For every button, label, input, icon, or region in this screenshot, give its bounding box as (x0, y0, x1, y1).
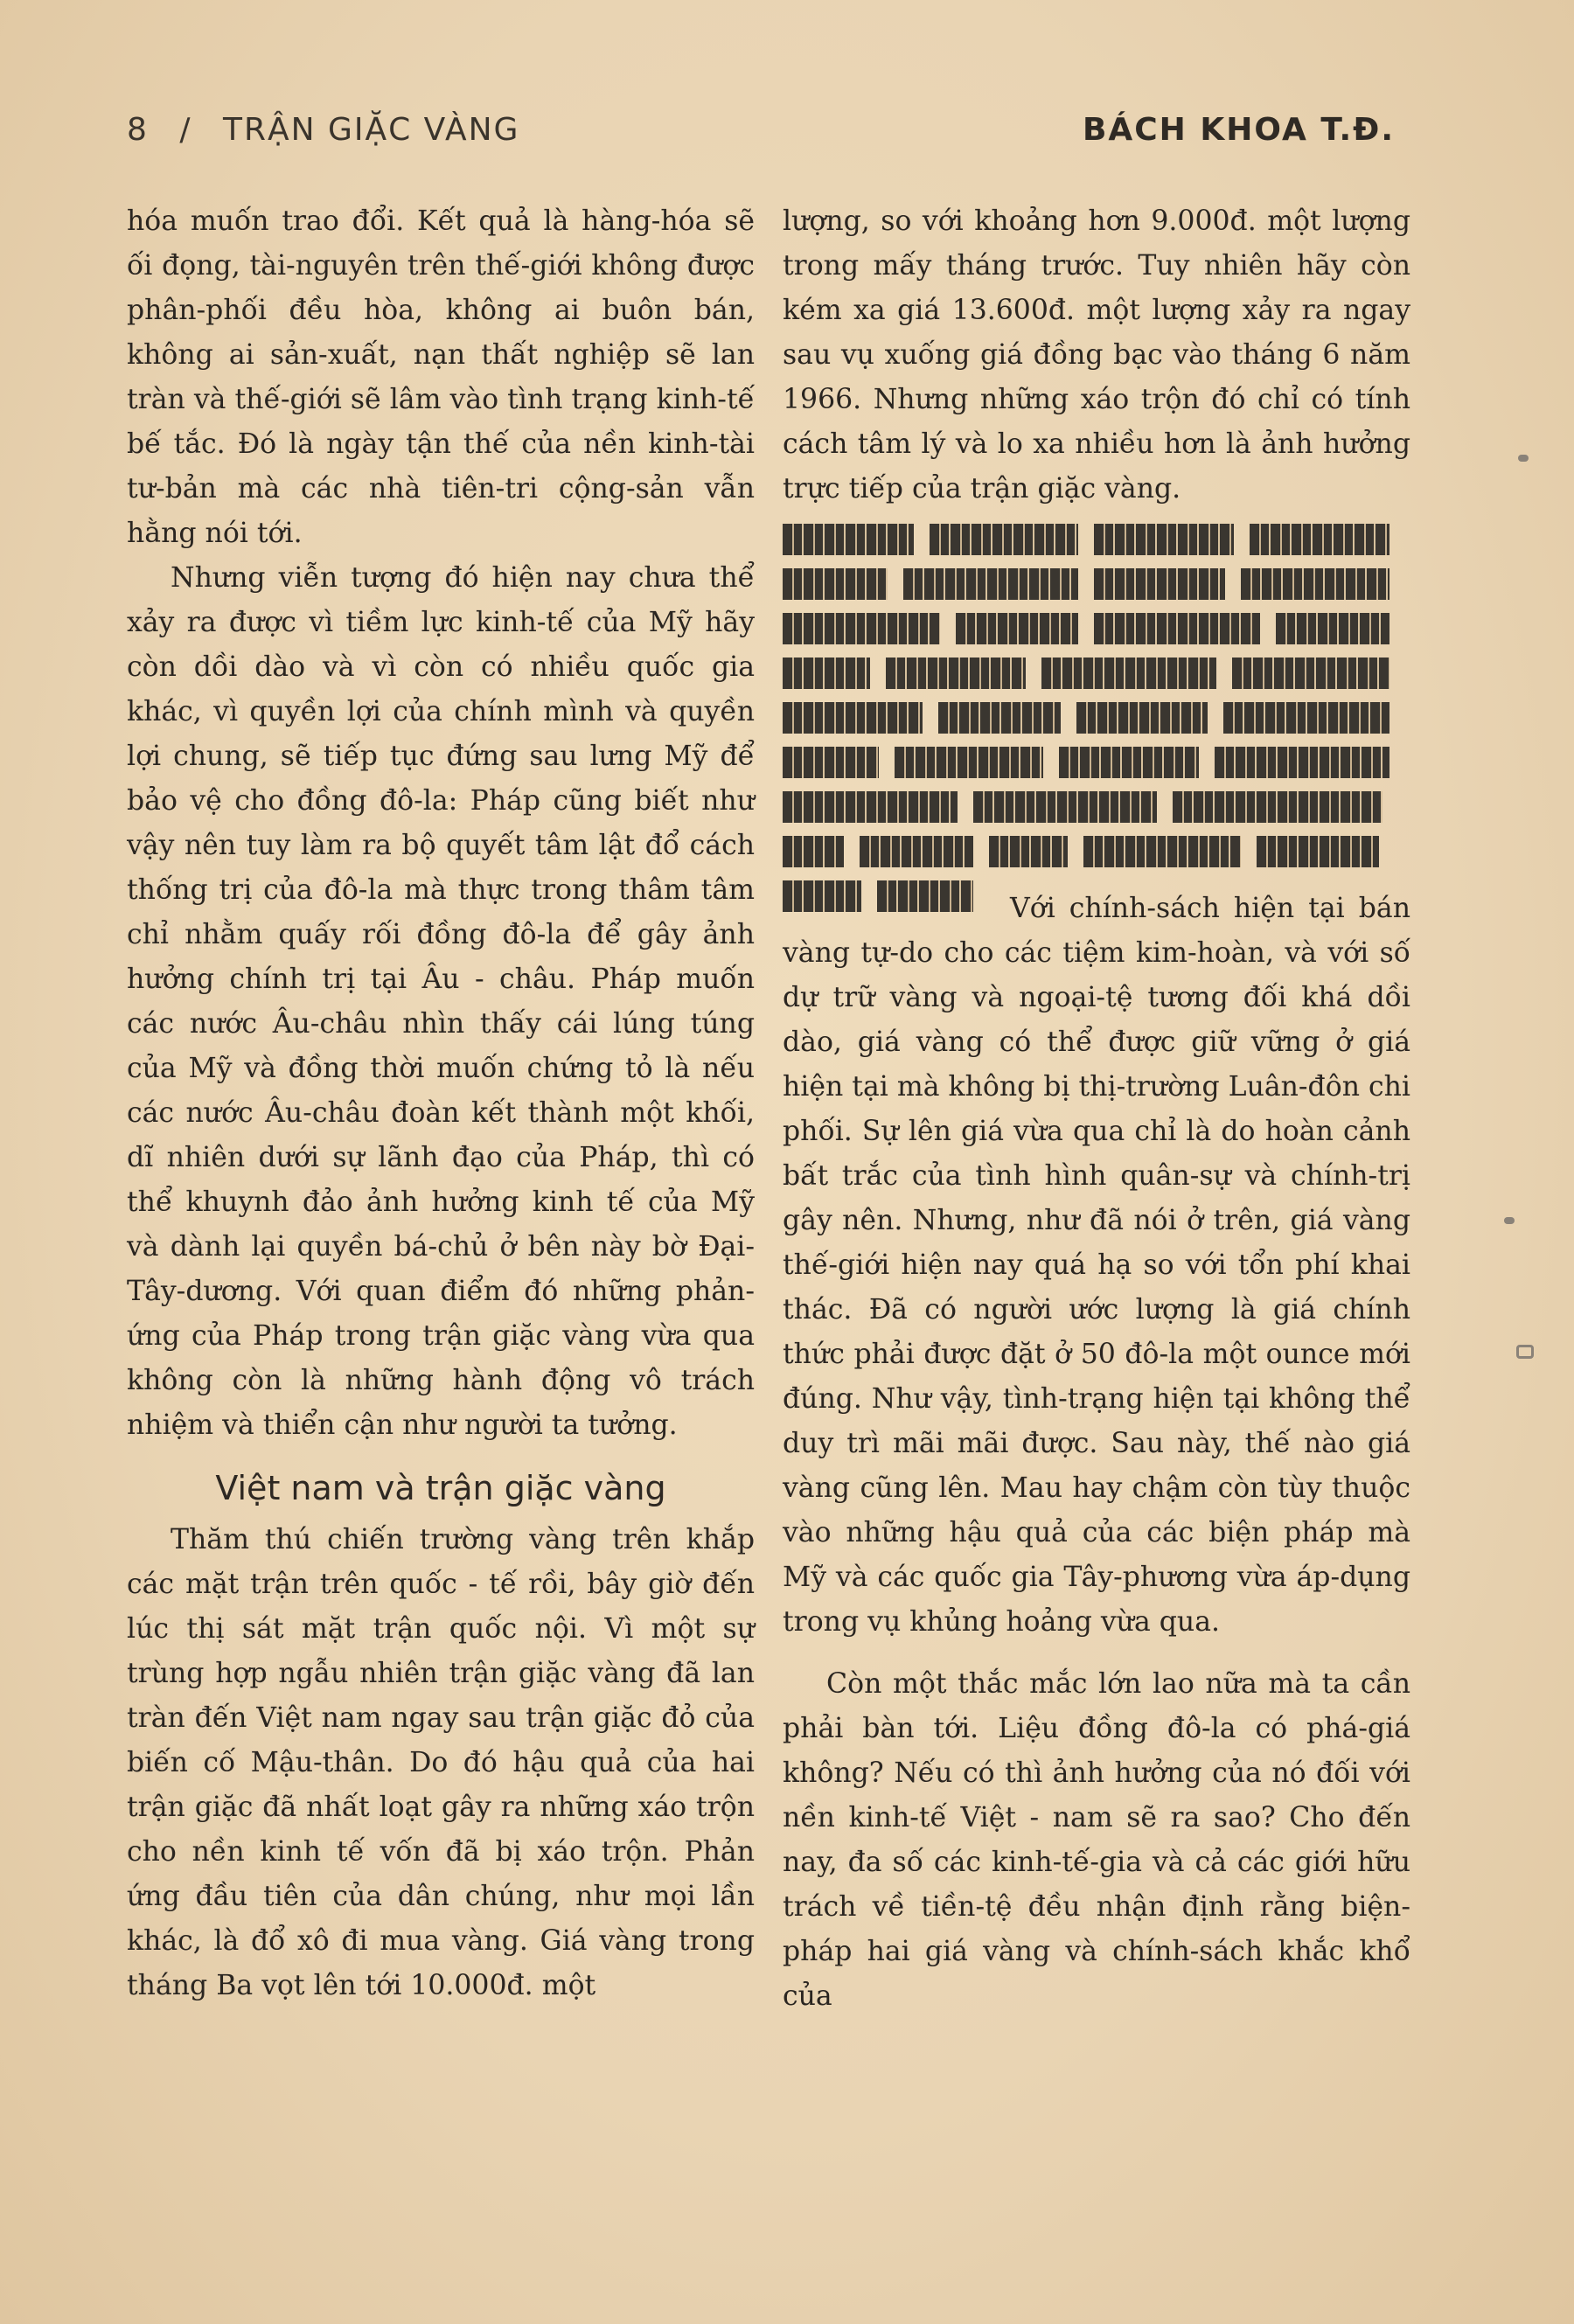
censor-bar (1083, 836, 1241, 867)
magazine-name: BÁCH KHOA T.Đ. (1082, 112, 1395, 148)
left-paragraph-3: Thăm thú chiến trường vàng trên khắp các mặt trận trên quốc - tế rồi, bây giờ đến lúc thị sát mặt trận quốc nội. Vì một sự trùng hợp ngẫu nhiên trận giặc vàng đã lan tràn đến Việt nam ngay sau trận giặc đỏ của biến cố Mậu-thân. Do đó hậu quả của hai trận giặc đã nhất loạt gây ra những xáo trộn cho nền kinh tế vốn đã bị xáo trộn. Phản ứng đầu tiên của dân chúng, như mọi lần khác, là đổ xô đi mua vàng. Giá vàng trong tháng Ba vọt lên tới 10.000đ. một (127, 1524, 755, 2001)
censor-bar (783, 568, 888, 600)
right-paragraph-2: Còn một thắc mắc lớn lao nữa mà ta cần phải bàn tới. Liệu đồng đô-la có phá-giá không? Nếu có thì ảnh hưởng của nó đối với nền kinh-tế Việt - nam sẽ ra sao? Cho đến nay, đa số các kinh-tế-gia và cả các giới hữu trách về tiền-tệ đều nhận định rằng biện-pháp hai giá vàng và chính-sách khắc khổ của (783, 1667, 1410, 2012)
censor-bar-row (783, 695, 1410, 740)
censor-bar (956, 613, 1078, 644)
page-number: 8 (127, 112, 149, 148)
page-header (127, 112, 1395, 164)
censor-bar (903, 568, 1078, 600)
censor-bar (973, 791, 1157, 823)
right-paragraph-1b: Với chính-sách hiện tại bán vàng tự-do cho các tiệm kim-hoàn, và với số dự trữ vàng và ngoại-tệ tương đối khá dồi dào, giá vàng có thể được giữ vững ở giá hiện tại mà không bị thị-trường Luân-đôn chi phối. Sự lên giá vừa qua chỉ là do hoàn cảnh bất trắc của tình hình quân-sự và chính-trị gây nên. Nhưng, như đã nói ở trên, giá vàng thế-giới hiện nay quá hạ so với tổn phí khai thác. Đã có người ước lượng là giá chính thức phải được đặt ở 50 đô-la một ounce mới đúng. Như vậy, tình-trạng hiện tại không thể duy trì mãi mãi được. Sau này, thế nào giá vàng cũng lên. Mau hay chậm còn tùy thuộc vào những hậu quả của các biện pháp mà Mỹ và các quốc gia Tây-phương vừa áp-dụng trong vụ khủng hoảng vừa qua. (783, 892, 1410, 1638)
censor-bar (886, 658, 1026, 689)
censor-bar (895, 747, 1043, 778)
censor-bar (1215, 747, 1389, 778)
right-paragraph-1: lượng, so với khoảng hơn 9.000đ. một lượng trong mấy tháng trước. Tuy nhiên hãy còn kém xa giá 13.600đ. một lượng xảy ra ngay sau vụ xuống giá đồng bạc vào tháng 6 năm 1966. Nhưng những xáo trộn đó chỉ có tính cách tâm lý và lo xa nhiều hơn là ảnh hưởng trực tiếp của trận giặc vàng. (783, 205, 1410, 504)
edge-mark (1504, 1217, 1515, 1224)
censor-bar (1223, 702, 1389, 734)
censor-bar (783, 702, 923, 734)
censor-bar-row (783, 517, 1410, 561)
censor-bar (1232, 658, 1389, 689)
censor-bar (1094, 568, 1225, 600)
censor-bar (1257, 836, 1379, 867)
censor-bar (930, 524, 1078, 555)
censored-block (783, 517, 1410, 926)
censor-bar-row (783, 784, 1410, 829)
censor-bar (1041, 658, 1216, 689)
censor-bar (860, 836, 973, 867)
censor-bar (1059, 747, 1199, 778)
censor-bar (1076, 702, 1208, 734)
censor-bar (783, 613, 940, 644)
censor-bar (1094, 524, 1234, 555)
edge-mark (1516, 1345, 1534, 1359)
censor-bar (783, 836, 844, 867)
censor-bar-row (783, 829, 1410, 873)
censor-bar (783, 658, 870, 689)
edge-mark (1518, 455, 1529, 462)
right-column (783, 199, 1410, 2019)
article-title: TRẬN GIẶC VÀNG (222, 112, 520, 148)
censor-bar (783, 747, 879, 778)
section-heading: Việt nam và trận giặc vàng (215, 1469, 666, 1507)
censor-bar (877, 880, 973, 912)
header-left (127, 112, 519, 148)
censor-bar-row (783, 740, 1410, 784)
censor-bar-row (783, 651, 1410, 695)
left-column (127, 199, 755, 2008)
censor-bar-row (783, 873, 975, 918)
censor-bar-row (783, 561, 1410, 606)
header-separator: / (179, 112, 192, 148)
censor-bar (1094, 613, 1260, 644)
left-paragraph-2: Nhưng viễn tượng đó hiện nay chưa thể xảy ra được vì tiềm lực kinh-tế của Mỹ hãy còn dồi dào và vì còn có nhiều quốc gia khác, vì quyền lợi của chính mình và quyền lợi chung, sẽ tiếp tục đứng sau lưng Mỹ để bảo vệ cho đồng đô-la: Pháp cũng biết như vậy nên tuy làm ra bộ quyết tâm lật đổ cách thống trị của đô-la mà thực trong thâm tâm chỉ nhằm quấy rối đồng đô-la để gây ảnh hưởng chính trị tại Âu - châu. Pháp muốn các nước Âu-châu nhìn thấy cái lúng túng của Mỹ và đồng thời muốn chứng tỏ là nếu các nước Âu-châu đoàn kết thành một khối, dĩ nhiên dưới sự lãnh đạo của Pháp, thì có thể khuynh đảo ảnh hưởng kinh tế của Mỹ và dành lại quyền bá-chủ ở bên này bờ Đại-Tây-dương. Với quan điểm đó những phản-ứng của Pháp trong trận giặc vàng vừa qua không còn là những hành động vô trách nhiệm và thiển cận như người ta tưởng. (127, 562, 755, 1441)
censor-bar (989, 836, 1068, 867)
censor-bar (1173, 791, 1382, 823)
censor-bar-row (783, 606, 1410, 651)
censor-bar (938, 702, 1061, 734)
left-paragraph-1: hóa muốn trao đổi. Kết quả là hàng-hóa sẽ ối đọng, tài-nguyên trên thế-giới không được phân-phối đều hòa, không ai buôn bán, không ai sản-xuất, nạn thất nghiệp sẽ lan tràn và thế-giới sẽ lâm vào tình trạng kinh-tế bế tắc. Đó là ngày tận thế của nền kinh-tài tư-bản mà các nhà tiên-tri cộng-sản vẫn hằng nói tới. (127, 205, 755, 549)
censor-bar (1276, 613, 1389, 644)
censor-bar (783, 880, 861, 912)
censor-bar (1241, 568, 1389, 600)
censor-bar (783, 791, 958, 823)
censor-bar (783, 524, 914, 555)
censor-bar (1250, 524, 1389, 555)
